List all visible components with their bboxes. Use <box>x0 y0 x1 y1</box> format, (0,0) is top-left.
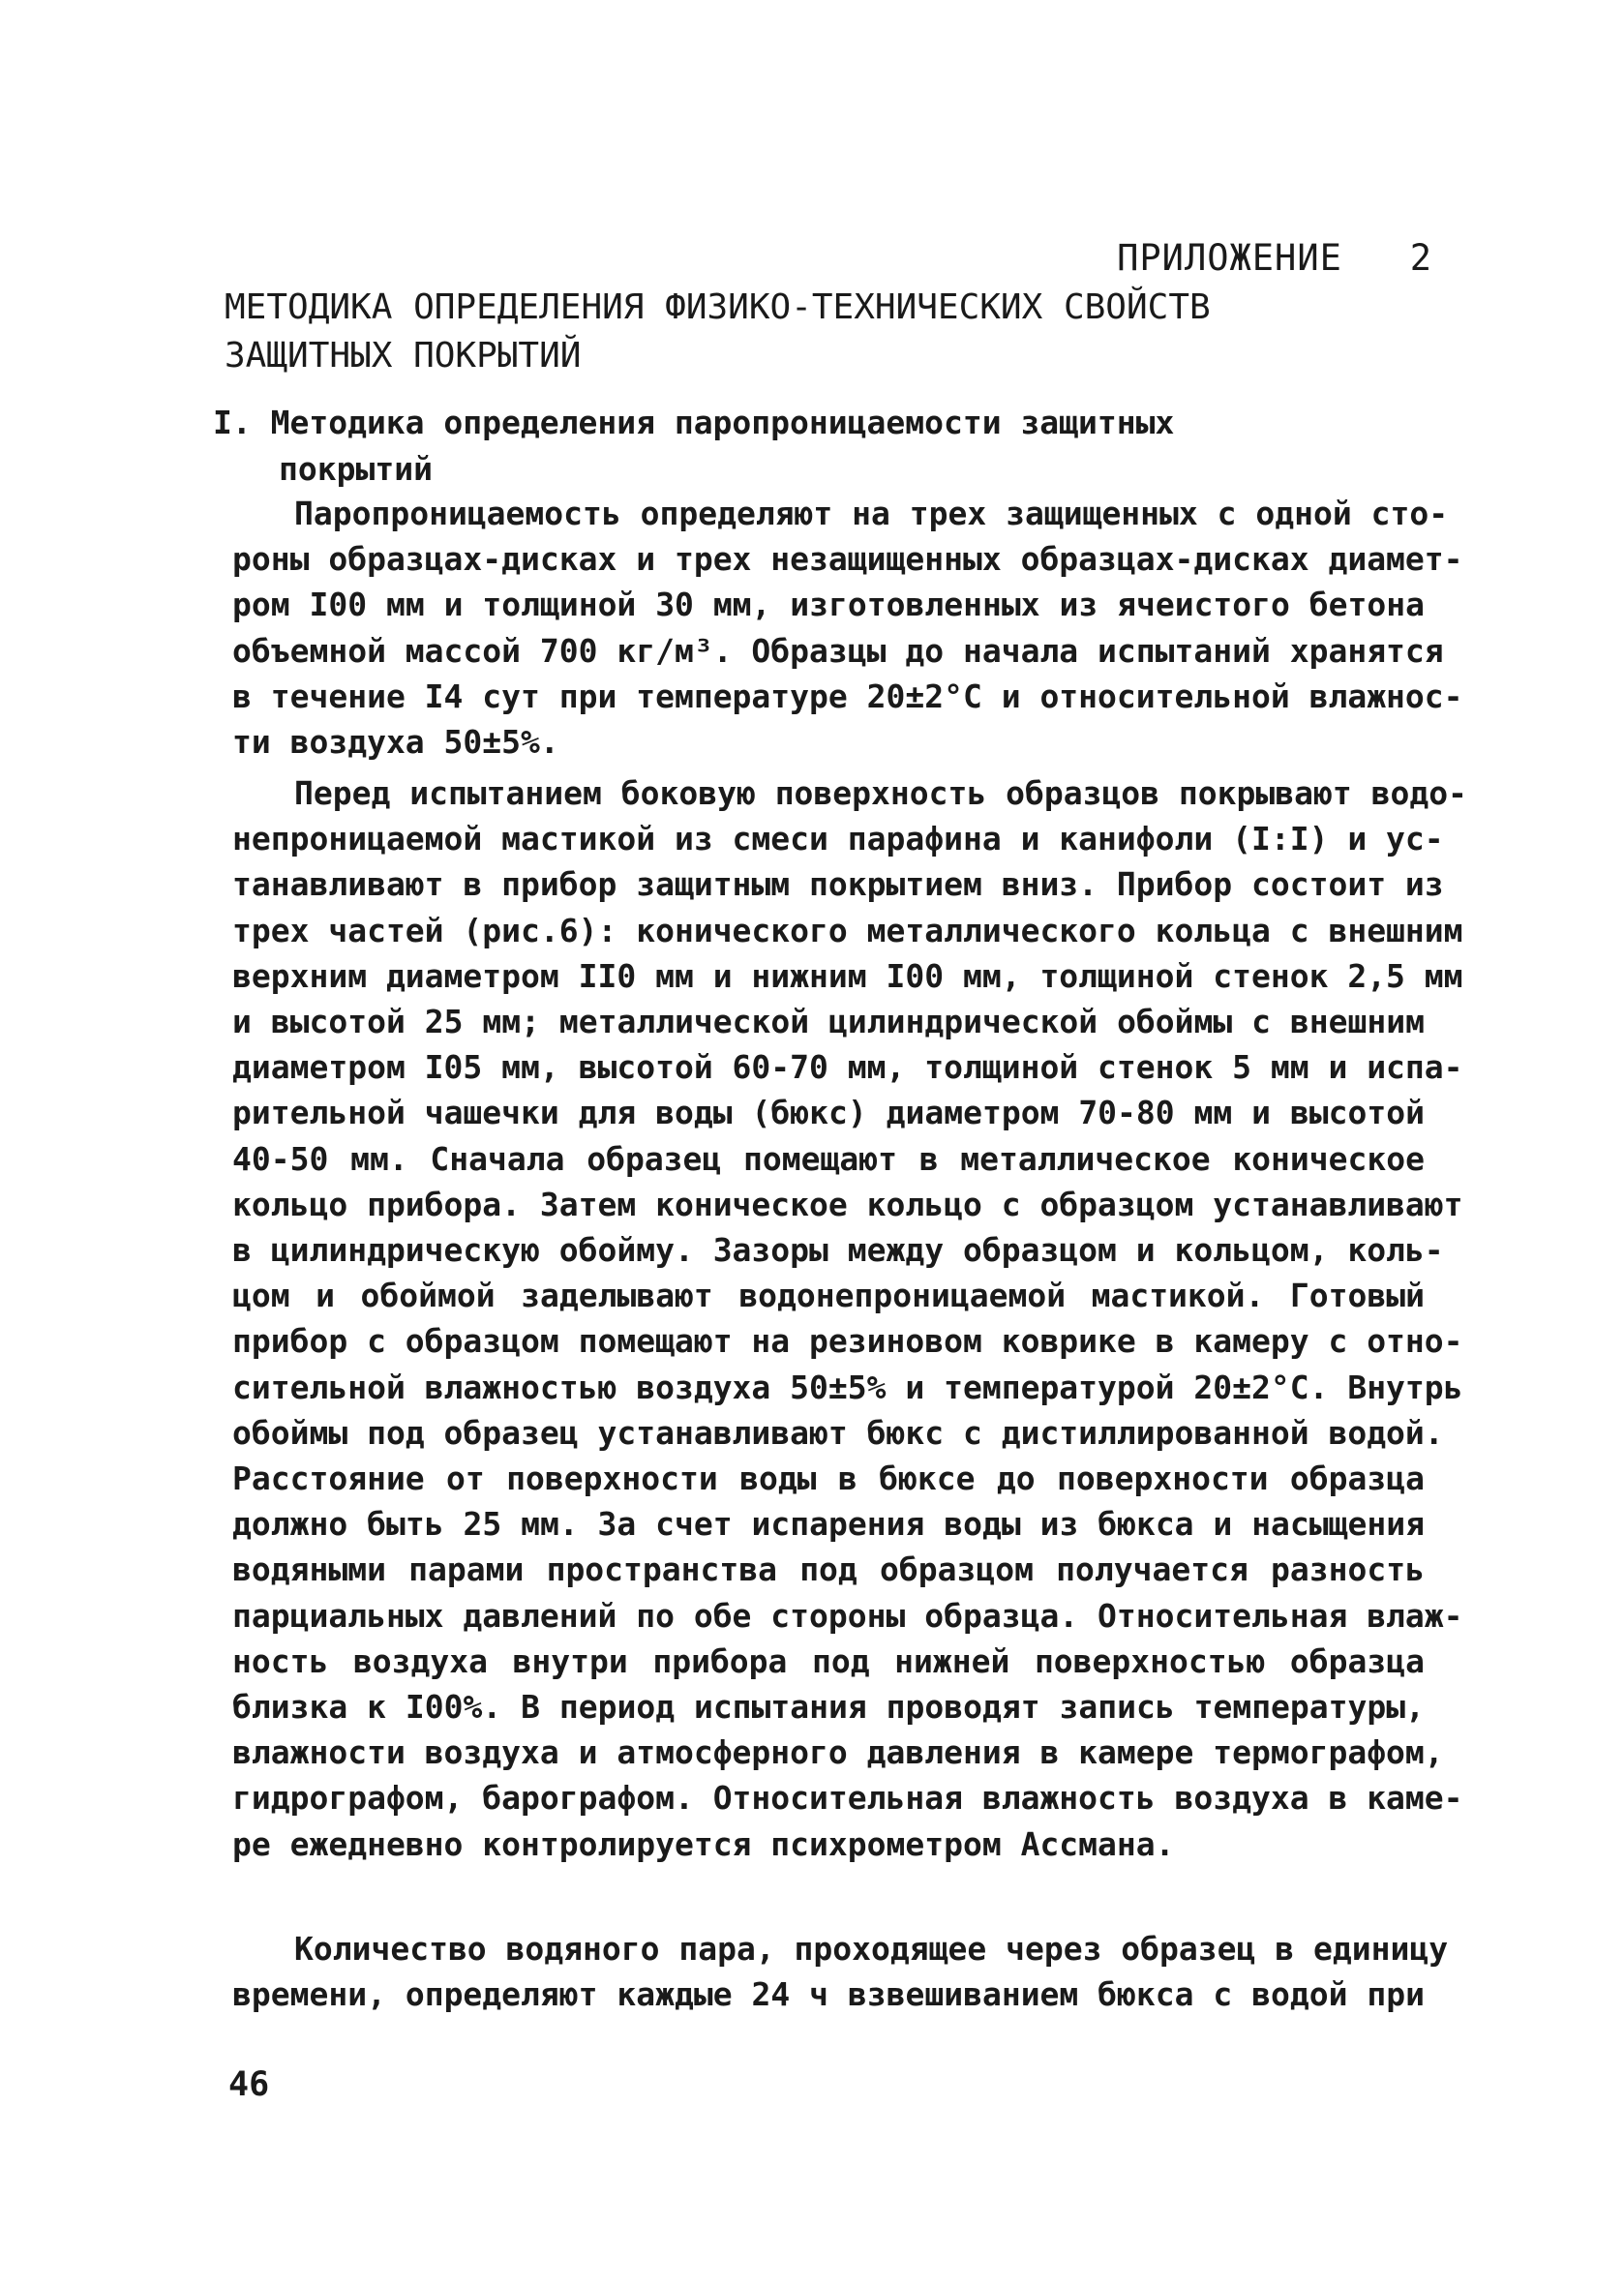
paragraph-2 <box>232 770 1467 1867</box>
paragraph-line: ром I00 мм и толщиной 30 мм, изготовленных из ячеистого бетона <box>232 586 1425 624</box>
paragraph-line: роны образцах-дисках и трех незащищенных образцах-дисках диамет- <box>232 540 1463 579</box>
paragraph-line: Количество водяного пара, проходящее через образец в единицу <box>294 1930 1449 1968</box>
paragraph-3 <box>232 1926 1449 2017</box>
paragraph-line: парциальных давлений по обе стороны образца. Относительная влаж- <box>232 1596 1463 1635</box>
paragraph-line: близка к I00%. В период испытания проводят запись температуры, <box>232 1688 1425 1727</box>
paragraph-line: 40-50 мм. Сначала образец помещают в металлическое коническое <box>232 1139 1425 1178</box>
paragraph-line: кольцо прибора. Затем коническое кольцо с образцом устанавливают <box>232 1185 1463 1223</box>
paragraph-line: ти воздуха 50±5%. <box>232 723 559 762</box>
paragraph-line: Расстояние от поверхности воды в бюксе до поверхности образца <box>232 1459 1425 1498</box>
section-heading <box>213 400 1174 493</box>
paragraph-line: в цилиндрическую обойму. Зазоры между образцом и кольцом, коль- <box>232 1231 1444 1270</box>
paragraph-line: ре ежедневно контролируется психрометром Ассмана. <box>232 1824 1175 1863</box>
paragraph-line: обоймы под образец устанавливают бюкс с дистиллированной водой. <box>232 1413 1444 1452</box>
paragraph-line: танавливают в прибор защитным покрытием вниз. Прибор состоит из <box>232 865 1444 904</box>
section-heading-line-1: I. Методика определения паропроницаемости защитных <box>213 404 1175 441</box>
paragraph-line: цом и обоймой заделывают водонепроницаемой мастикой. Готовый <box>232 1277 1425 1315</box>
title-line-1: МЕТОДИКА ОПРЕДЕЛЕНИЯ ФИЗИКО-ТЕХНИЧЕСКИХ СВОЙСТВ <box>225 287 1211 327</box>
appendix-label: ПРИЛОЖЕНИЕ 2 <box>1117 237 1432 279</box>
paragraph-line: Паропроницаемость определяют на трех защищенных с одной сто- <box>294 495 1449 532</box>
paragraph-line: трех частей (рис.6): конического металлического кольца с внешним <box>232 911 1463 949</box>
paragraph-line: диаметром I05 мм, высотой 60-70 мм, толщиной стенок 5 мм и испа- <box>232 1048 1463 1087</box>
paragraph-line: объемной массой 700 кг/м³. Образцы до начала испытаний хранятся <box>232 631 1444 670</box>
paragraph-line: и высотой 25 мм; металлической цилиндрической обоймы с внешним <box>232 1003 1425 1041</box>
paragraph-line: водяными парами пространства под образцом получается разность <box>232 1550 1425 1589</box>
paragraph-line: времени, определяют каждые 24 ч взвешиванием бюкса с водой при <box>232 1975 1425 2014</box>
paragraph-line: сительной влажностью воздуха 50±5% и температурой 20±2°С. Внутрь <box>232 1368 1463 1406</box>
title-line-2: ЗАЩИТНЫХ ПОКРЫТИЙ <box>225 336 582 376</box>
paragraph-line: ность воздуха внутри прибора под нижней поверхностью образца <box>232 1641 1425 1680</box>
paragraph-1 <box>232 491 1463 765</box>
paragraph-line: прибор с образцом помещают на резиновом коврике в камеру с отно- <box>232 1322 1463 1361</box>
paragraph-line: верхним диаметром II0 мм и нижним I00 мм, толщиной стенок 2,5 мм <box>232 956 1463 995</box>
document-title <box>225 284 1211 380</box>
section-heading-line-2: покрытий <box>279 450 433 488</box>
paragraph-line: в течение I4 сут при температуре 20±2°С и относительной влажнос- <box>232 677 1463 715</box>
paragraph-line: гидрографом, барографом. Относительная влажность воздуха в каме- <box>232 1779 1463 1818</box>
paragraph-line: влажности воздуха и атмосферного давления в камере термографом, <box>232 1733 1444 1772</box>
paragraph-line: рительной чашечки для воды (бюкс) диаметром 70-80 мм и высотой <box>232 1094 1425 1132</box>
paragraph-line: должно быть 25 мм. За счет испарения воды из бюкса и насыщения <box>232 1505 1425 1544</box>
paragraph-line: непроницаемой мастикой из смеси парафина и канифоли (I:I) и ус- <box>232 820 1444 858</box>
paragraph-line: Перед испытанием боковую поверхность образцов покрывают водо- <box>294 774 1467 812</box>
page-number: 46 <box>228 2065 270 2104</box>
